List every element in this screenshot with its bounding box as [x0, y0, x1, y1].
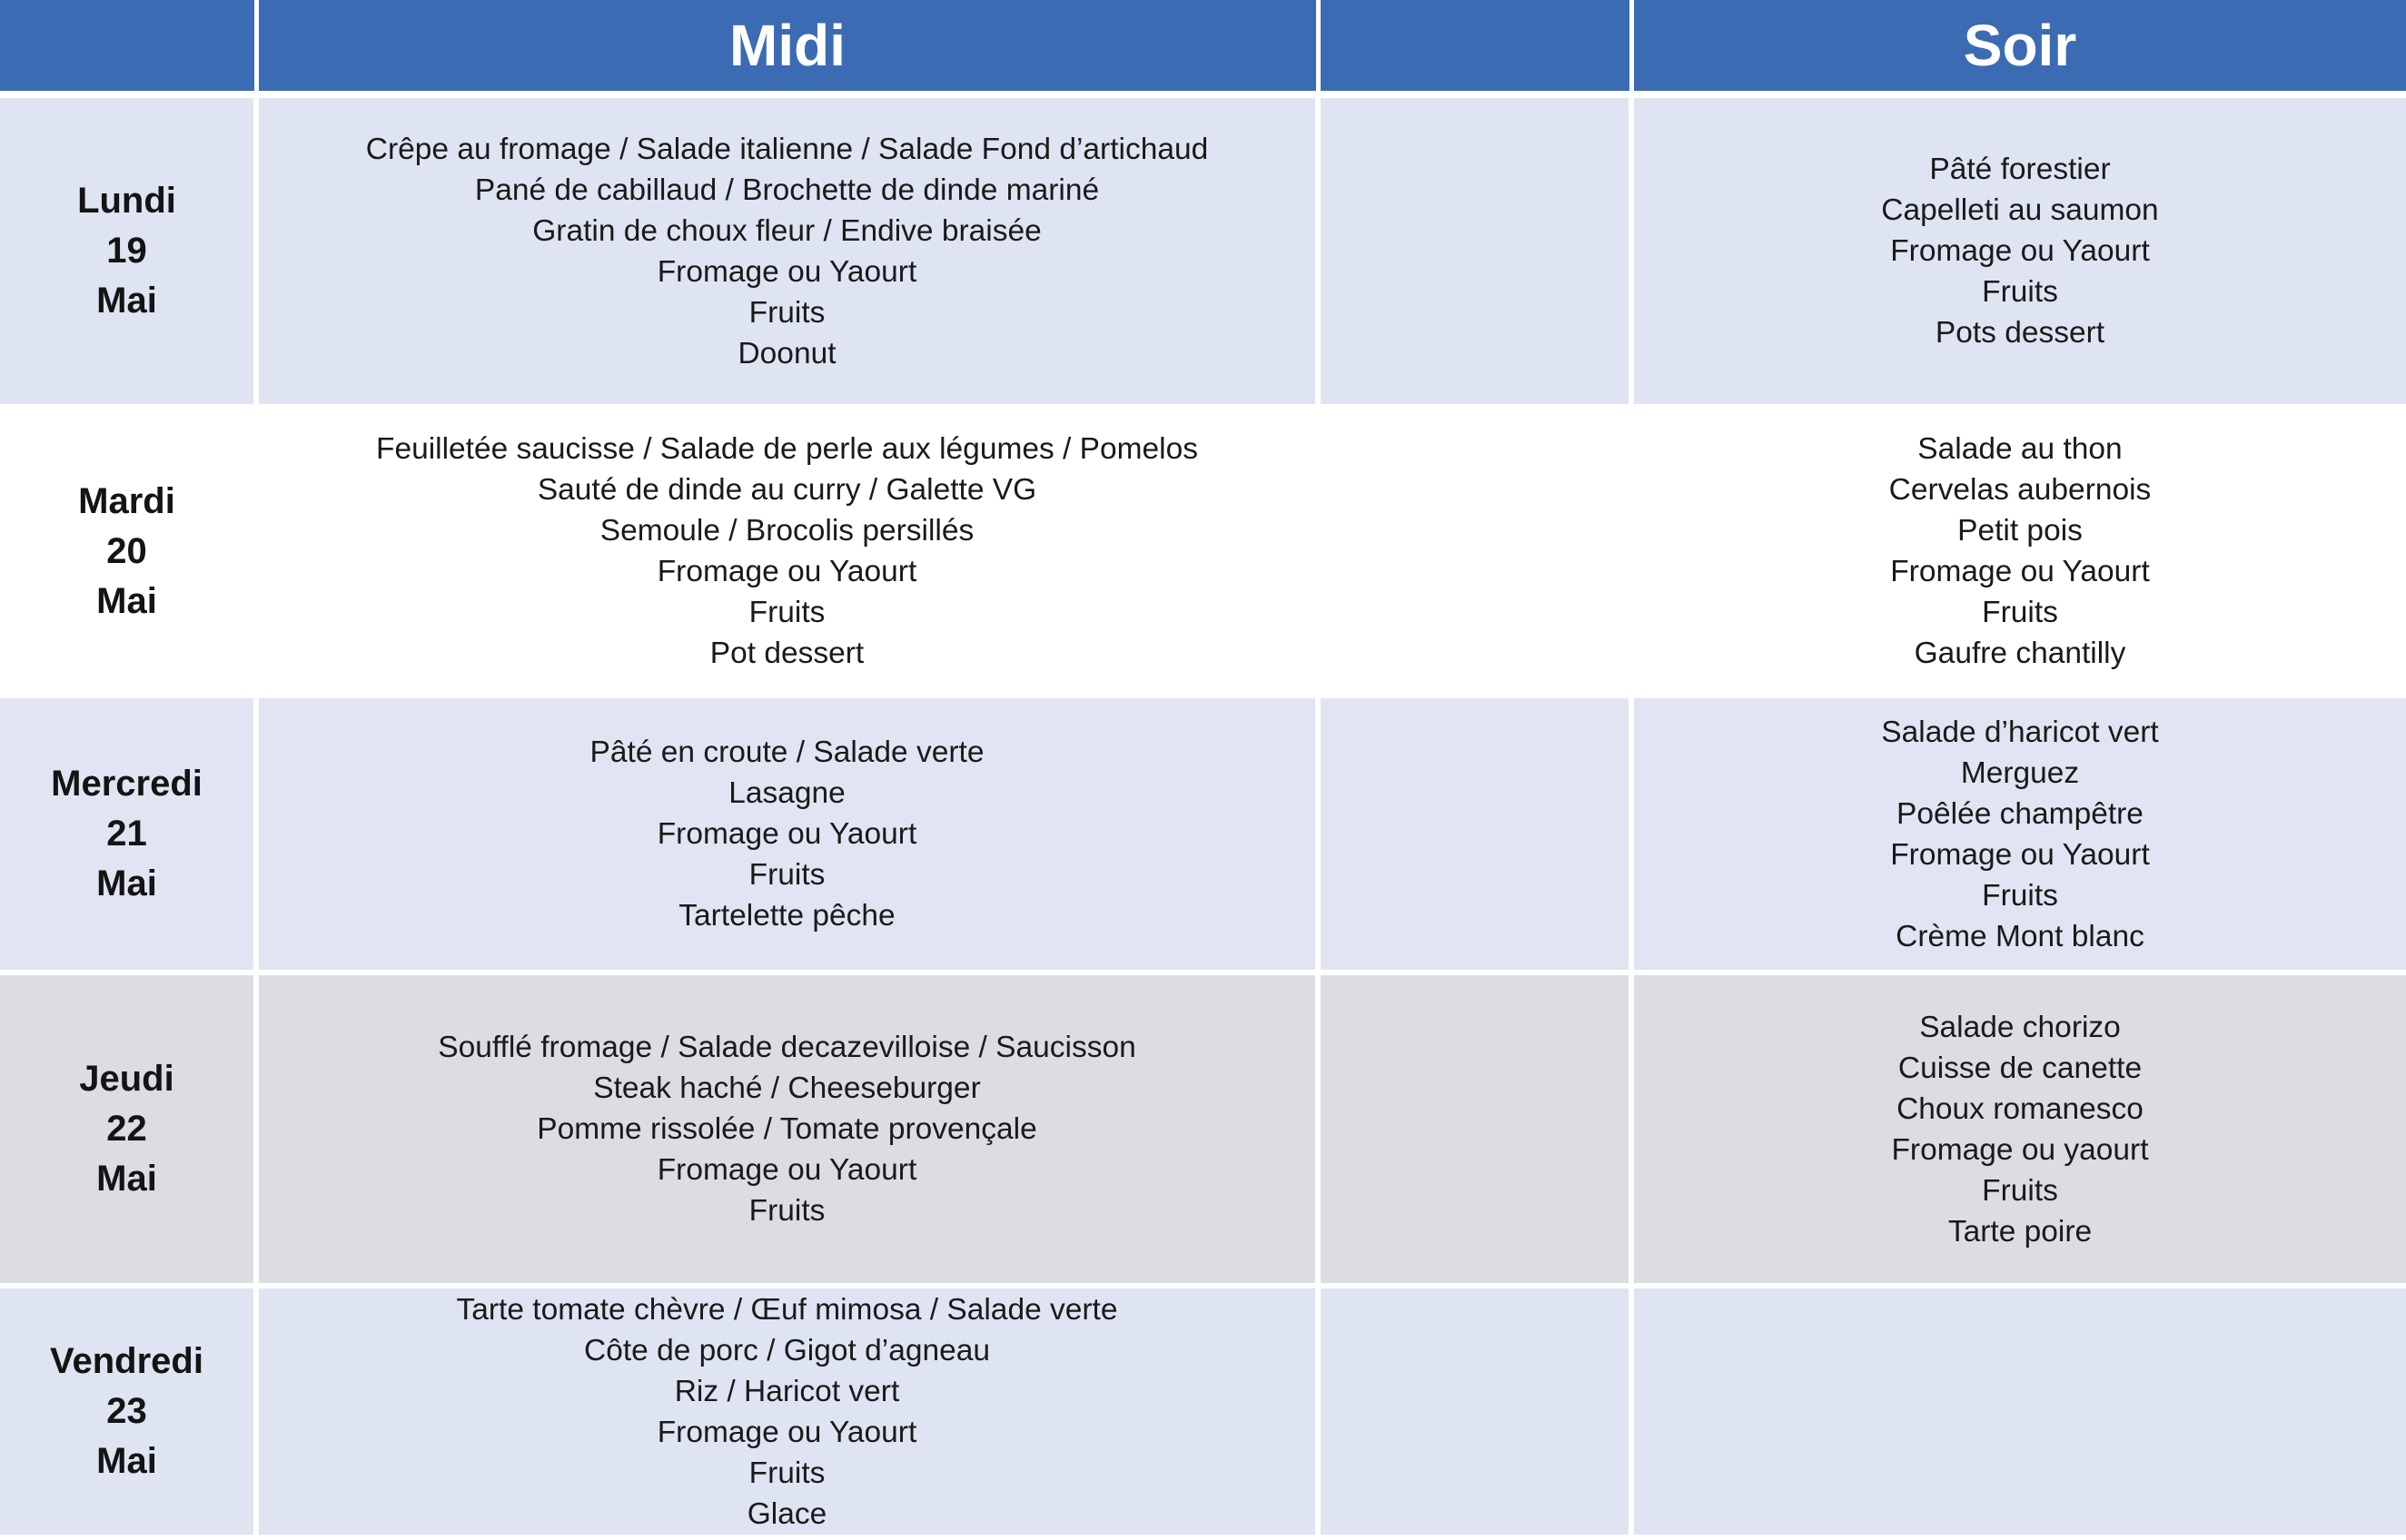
- day-day: Vendredi: [50, 1341, 203, 1381]
- midi-menu-item: Feuilletée saucisse / Salade de perle aux légumes / Pomelos: [375, 432, 1198, 466]
- soir-menu-cell: [1634, 975, 2406, 1288]
- blank-cell: [1321, 98, 1634, 410]
- midi-menu-cell: [259, 698, 1321, 975]
- soir-menu-item: Fruits: [1982, 878, 2058, 913]
- midi-menu-item: Semoule / Brocolis persillés: [599, 514, 975, 548]
- midi-menu-item: Soufflé fromage / Salade decazevilloise / Saucisson: [438, 1031, 1136, 1064]
- soir-menu-item: Poêlée champêtre: [1896, 796, 2144, 831]
- day-month: Mai: [96, 580, 157, 621]
- day-month: Mai: [96, 1159, 157, 1199]
- midi-menu-item: Steak haché / Cheeseburger: [593, 1071, 981, 1105]
- midi-menu-item: Tarte tomate chèvre / Œuf mimosa / Salade verte: [456, 1292, 1118, 1327]
- day-date: 23: [106, 1391, 147, 1431]
- soir-menu-item: Capelleti au saumon: [1881, 193, 2159, 227]
- midi-menu-item: Pané de cabillaud / Brochette de dinde mariné: [474, 173, 1100, 207]
- soir-menu-cell: [1634, 698, 2406, 975]
- day-month: Mai: [96, 864, 157, 903]
- soir-menu-item: Fromage ou Yaourt: [1890, 837, 2150, 872]
- day-label-cell: [0, 98, 259, 410]
- midi-menu-cell: [259, 410, 1321, 698]
- soir-menu-item: Salade au thon: [1917, 432, 2123, 466]
- soir-menu-item: Choux romanesco: [1896, 1091, 2144, 1126]
- day-day: Jeudi: [79, 1059, 174, 1099]
- midi-menu-item: Fruits: [748, 1194, 826, 1228]
- midi-menu-cell: [259, 98, 1321, 410]
- header-soir: Soir: [1634, 0, 2406, 98]
- midi-menu-item: Lasagne: [728, 776, 846, 810]
- day-date: 22: [106, 1109, 147, 1149]
- day-day: Mardi: [78, 480, 175, 521]
- soir-menu-item: Gaufre chantilly: [1914, 637, 2126, 670]
- soir-menu-cell: [1634, 98, 2406, 410]
- midi-menu-item: Sauté de dinde au curry / Galette VG: [537, 473, 1037, 507]
- soir-menu-item: Cervelas aubernois: [1888, 473, 2152, 507]
- blank-cell: [1321, 410, 1634, 698]
- midi-menu-item: Fromage ou Yaourt: [657, 1153, 917, 1187]
- day-month: Mai: [96, 281, 157, 321]
- soir-menu-cell: [1634, 1288, 2406, 1540]
- soir-menu-item: Fromage ou Yaourt: [1890, 555, 2150, 588]
- midi-menu-item: Crêpe au fromage / Salade italienne / Salade Fond d’artichaud: [365, 132, 1209, 166]
- midi-menu-item: Fromage ou Yaourt: [657, 254, 917, 289]
- day-label-cell: [0, 698, 259, 975]
- soir-menu-item: Pâté forestier: [1929, 153, 2111, 186]
- midi-menu-item: Fruits: [748, 596, 826, 629]
- midi-menu-item: Pot dessert: [709, 637, 865, 670]
- soir-menu-item: Salade d’haricot vert: [1881, 715, 2159, 749]
- midi-menu-item: Côte de porc / Gigot d’agneau: [584, 1333, 990, 1367]
- midi-menu-item: Pomme rissolée / Tomate provençale: [537, 1112, 1037, 1146]
- day-label-cell: [0, 1288, 259, 1540]
- soir-menu-item: Salade chorizo: [1919, 1010, 2121, 1044]
- soir-menu-item: Crème Mont blanc: [1896, 919, 2144, 953]
- soir-menu-item: Fromage ou Yaourt: [1890, 234, 2150, 268]
- day-date: 21: [106, 814, 147, 854]
- midi-menu-item: Fruits: [748, 295, 826, 330]
- soir-menu-item: Petit pois: [1957, 514, 2083, 548]
- midi-menu-item: Fromage ou Yaourt: [657, 1415, 917, 1449]
- header-day-corner: [0, 0, 259, 98]
- day-label-cell: [0, 975, 259, 1288]
- day-date: 19: [106, 231, 147, 271]
- midi-menu-item: Fromage ou Yaourt: [657, 555, 917, 588]
- day-month: Mai: [96, 1441, 157, 1481]
- soir-menu-item: Fruits: [1982, 1173, 2058, 1208]
- midi-menu-cell: [259, 975, 1321, 1288]
- day-label-cell: [0, 410, 259, 698]
- day-day: Mercredi: [51, 764, 203, 804]
- day-date: 20: [106, 530, 147, 571]
- day-day: Lundi: [77, 181, 176, 221]
- soir-menu-item: Merguez: [1960, 755, 2080, 790]
- header-blank: [1321, 0, 1634, 98]
- midi-menu-item: Glace: [747, 1496, 827, 1531]
- midi-menu-item: Gratin de choux fleur / Endive braisée: [532, 213, 1042, 248]
- soir-menu-cell: [1634, 410, 2406, 698]
- soir-menu-item: Tarte poire: [1947, 1214, 2093, 1249]
- soir-menu-item: Pots dessert: [1935, 316, 2105, 350]
- header-midi: Midi: [259, 0, 1321, 98]
- midi-menu-item: Tartelette pêche: [678, 899, 896, 933]
- midi-menu-cell: [259, 1288, 1321, 1540]
- midi-menu-item: Doonut: [738, 336, 837, 370]
- midi-menu-item: Fruits: [748, 858, 826, 892]
- soir-menu-item: Fruits: [1982, 275, 2058, 309]
- blank-cell: [1321, 698, 1634, 975]
- blank-cell: [1321, 975, 1634, 1288]
- midi-menu-item: Riz / Haricot vert: [674, 1374, 900, 1408]
- midi-menu-item: Fruits: [748, 1456, 826, 1490]
- midi-menu-item: Pâté en croute / Salade verte: [589, 735, 985, 769]
- soir-menu-item: Cuisse de canette: [1897, 1051, 2143, 1085]
- soir-menu-item: Fromage ou yaourt: [1891, 1132, 2149, 1167]
- soir-menu-item: Fruits: [1982, 596, 2058, 629]
- midi-menu-item: Fromage ou Yaourt: [657, 817, 917, 851]
- blank-cell: [1321, 1288, 1634, 1540]
